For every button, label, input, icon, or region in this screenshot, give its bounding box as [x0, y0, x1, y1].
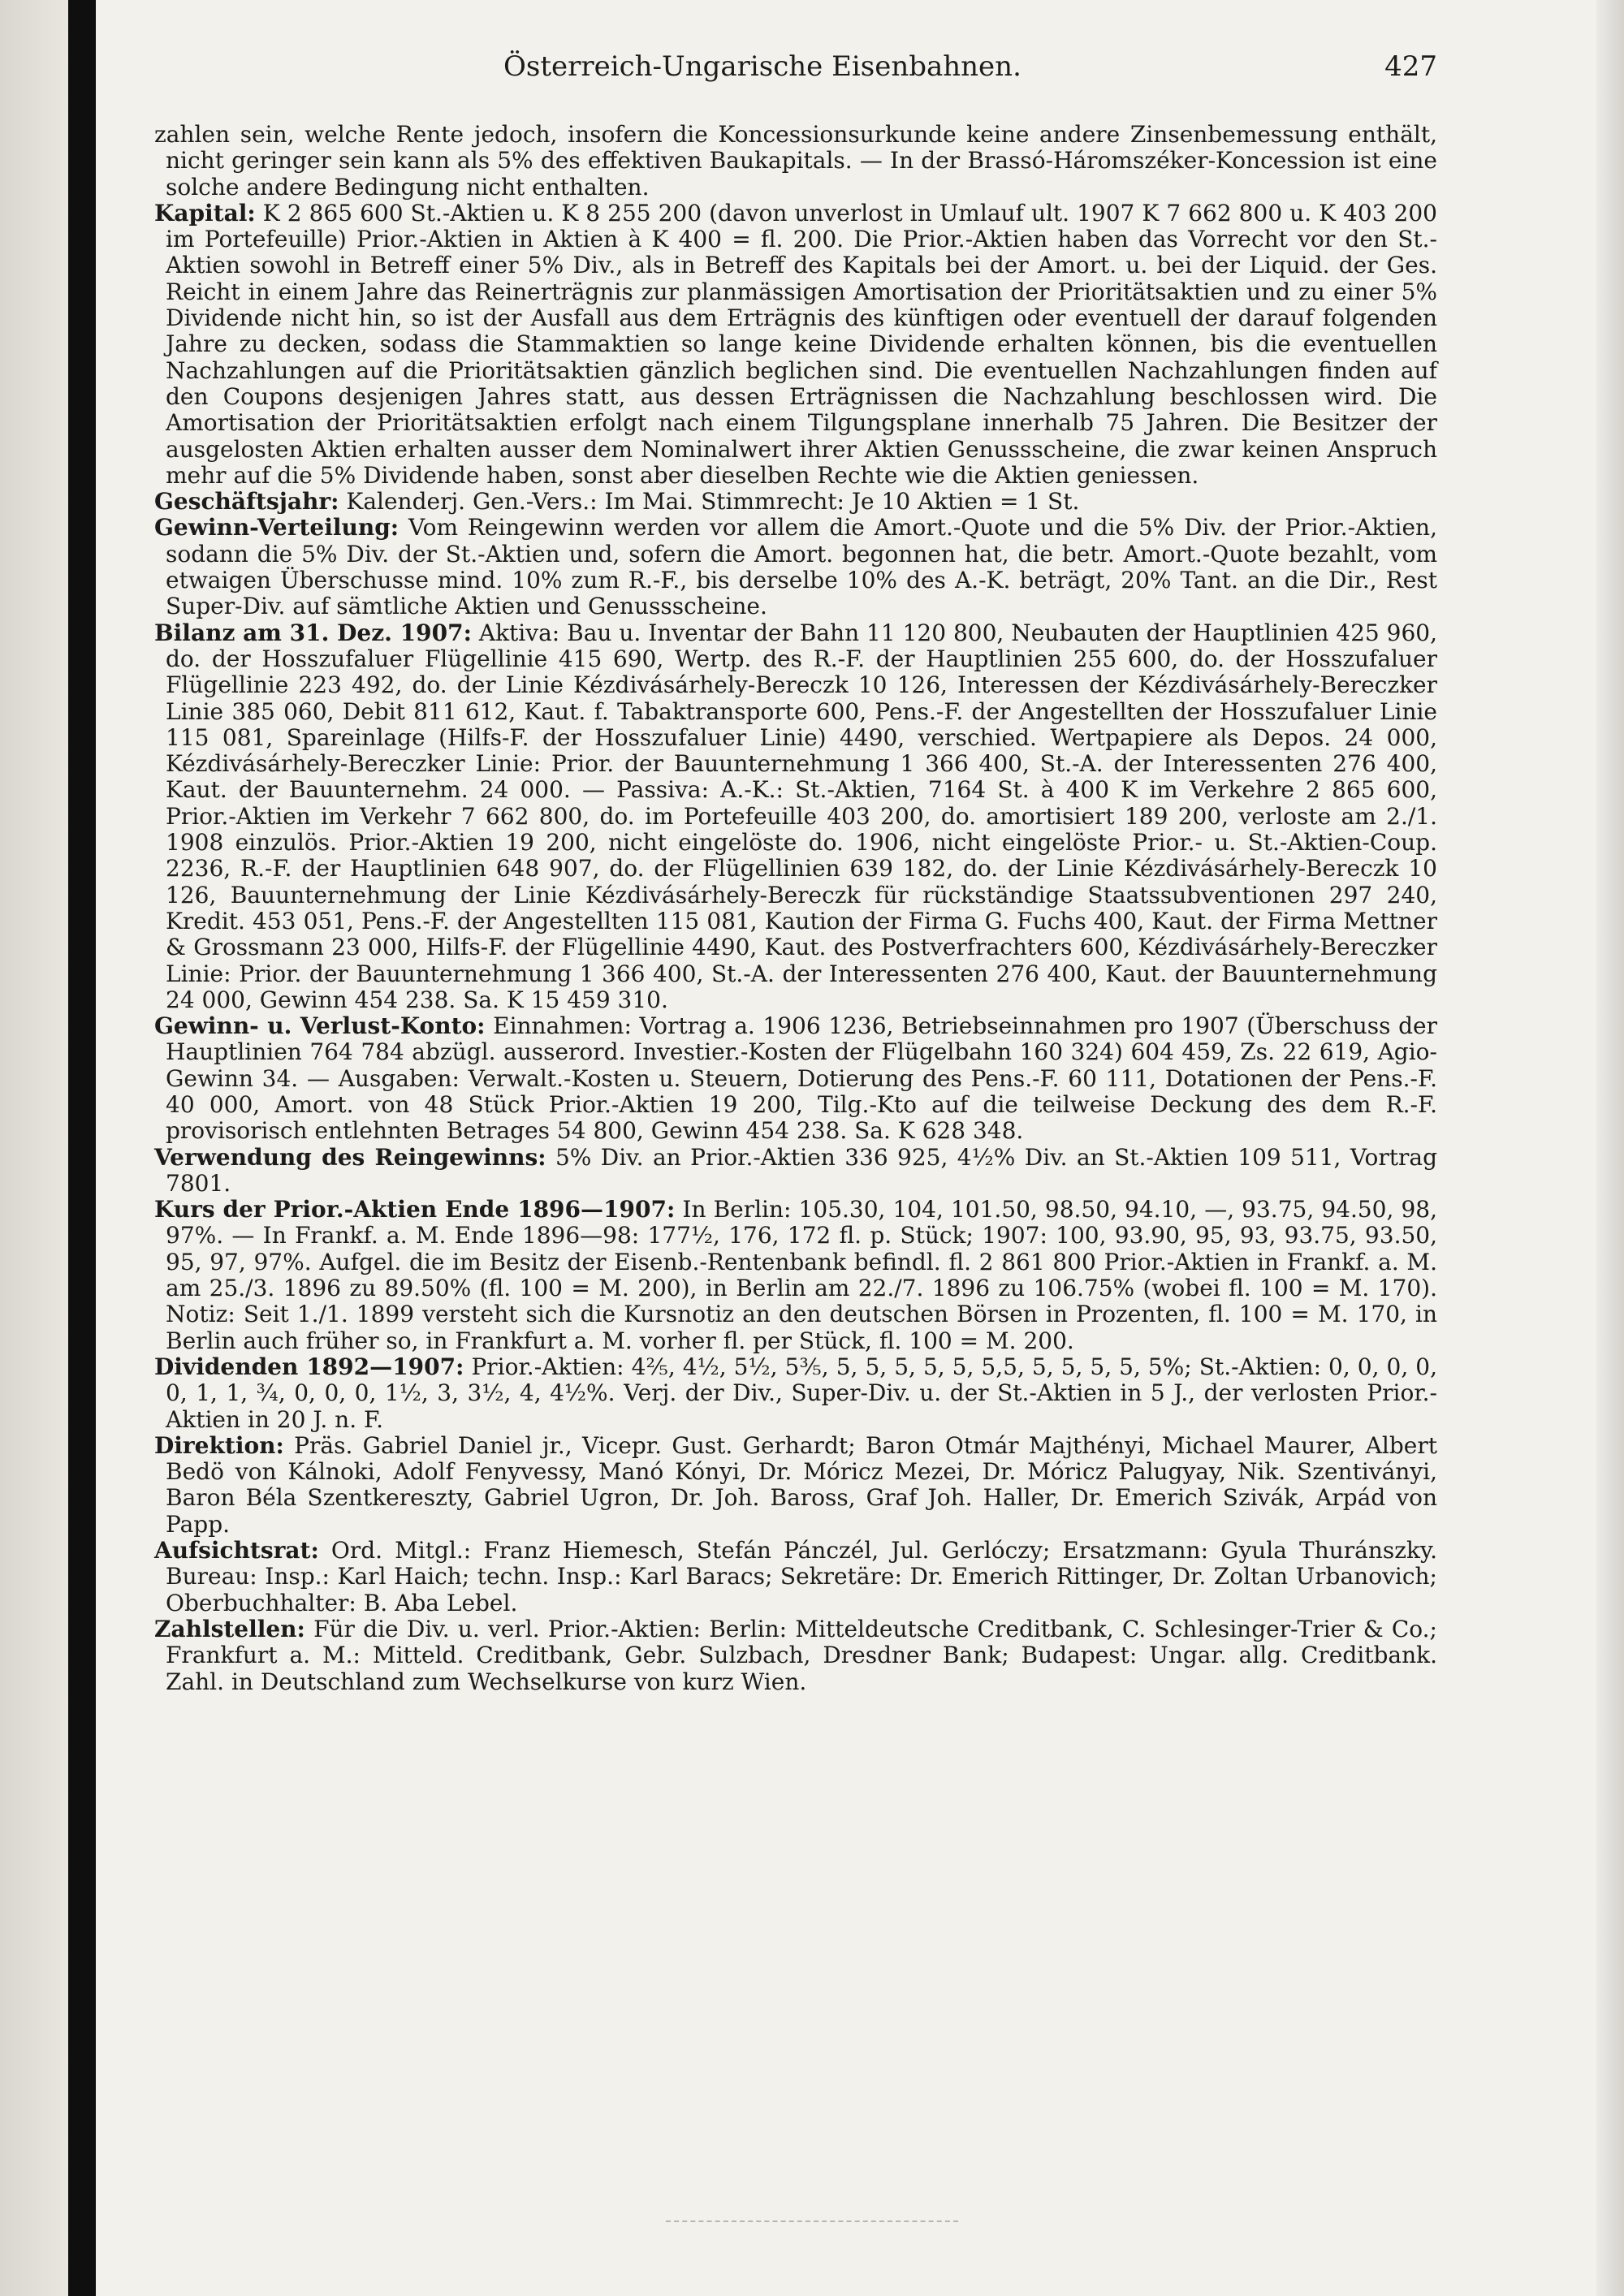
- book-spine: [68, 0, 96, 2296]
- article-body: [154, 122, 1437, 2200]
- para-gewinn-verlust-text: Einnahmen: Vortrag a. 1906 1236, Betriebseinnahmen pro 1907 (Überschuss der Hauptlinien 764 784 abzügl. ausserord. Investier.-Kosten der Flügelbahn 160 324) 604 459, Zs. 22 619, Agio-Gewinn 34. — Ausgaben: Verwalt.-Kosten u. Steuern, Dotierung des Pens.-F. 60 111, Dotationen der Pens.-F. 40 000, Amort. von 48 Stück Prior.-Aktien 19 200, Tilg.-Kto auf die teilweise Deckung des dem R.-F. provisorisch entlehnten Betrages 54 800, Gewinn 454 238. Sa. K 628 348.: [166, 1012, 1438, 1145]
- para-geschaeftsjahr-text: Kalenderj. Gen.-Vers.: Im Mai. Stimmrecht: Je 10 Aktien = 1 St.: [346, 488, 1080, 516]
- para-aufsichtsrat: [154, 1538, 1437, 1616]
- para-verwendung-text: 5% Div. an Prior.-Aktien 336 925, 4½% Div. an St.-Aktien 109 511, Vortrag 7801.: [166, 1143, 1437, 1197]
- para-kapital: [154, 201, 1437, 489]
- para-aufsichtsrat-label: Aufsichtsrat:: [154, 1537, 319, 1564]
- para-intro-text: zahlen sein, welche Rente jedoch, insofern die Koncessionsurkunde keine andere Zinsenbemessung enthält, nicht geringer sein kann als 5% des effektiven Baukapitals. — In der Brassó-Háromszéker-Koncession ist eine solche andere Bedingung nicht enthalten.: [154, 121, 1437, 201]
- para-kurs-text: In Berlin: 105.30, 104, 101.50, 98.50, 94.10, —, 93.75, 94.50, 98, 97%. — In Frankf. a. M. Ende 1896—98: 177½, 176, 172 fl. p. Stück; 1907: 100, 93.90, 95, 93, 93.75, 93.50, 95, 97, 97%. Aufgel. die im Besitz der Eisenb.-Rentenbank befindl. fl. 2 861 800 Prior.-Aktien in Frankf. a. M. am 25./3. 1896 zu 89.50% (fl. 100 = M. 200), in Berlin am 22./7. 1896 zu 106.75% (wobei fl. 100 = M. 170). Notiz: Seit 1./1. 1899 versteht sich die Kursnotiz an den deutschen Börsen in Prozenten, fl. 100 = M. 170, in Berlin auch früher so, in Frankfurt a. M. vorher fl. per Stück, fl. 100 = M. 200.: [166, 1196, 1437, 1354]
- para-gewinn-verlust-label: Gewinn- u. Verlust-Konto:: [154, 1012, 486, 1040]
- para-aufsichtsrat-text: Ord. Mitgl.: Franz Hiemesch, Stefán Pánczél, Jul. Gerlóczy; Ersatzmann: Gyula Thuránszky. Bureau: Insp.: Karl Haich; techn. Insp.: Karl Baracs; Sekretäre: Dr. Emerich Rittinger, Dr. Zoltan Urbanovich; Oberbuchhalter: B. Aba Lebel.: [166, 1537, 1437, 1616]
- para-verwendung-label: Verwendung des Reingewinns:: [154, 1143, 546, 1171]
- page-edge: [1596, 0, 1624, 2296]
- page-number: 427: [1384, 50, 1437, 83]
- para-gewinn-verteilung-label: Gewinn-Verteilung:: [154, 514, 400, 542]
- para-gewinn-verlust: [154, 1013, 1437, 1144]
- para-geschaeftsjahr: [154, 489, 1437, 515]
- para-dividenden-label: Dividenden 1892—1907:: [154, 1353, 464, 1380]
- para-direktion: [154, 1433, 1437, 1538]
- para-zahlstellen-label: Zahlstellen:: [154, 1615, 305, 1642]
- running-title: Österreich-Ungarische Eisenbahnen.: [503, 50, 1021, 83]
- para-verwendung: [154, 1145, 1437, 1198]
- para-zahlstellen: [154, 1616, 1437, 1695]
- para-dividenden-text: Prior.-Aktien: 4⅖, 4½, 5½, 5⅗, 5, 5, 5, 5, 5, 5,5, 5, 5, 5, 5, 5%; St.-Aktien: 0, 0, 0, 0, 0, 1, 1, ¾, 0, 0, 0, 1½, 3, 3½, 4, 4½%. Verj. der Div., Super-Div. u. der St.-Aktien in 5 J., der verlosten Prior.-Aktien in 20 J. n. F.: [166, 1353, 1437, 1433]
- para-direktion-text: Präs. Gabriel Daniel jr., Vicepr. Gust. Gerhardt; Baron Otmár Majthényi, Michael Maurer, Albert Bedö von Kálnoki, Adolf Fenyvessy, Manó Kónyi, Dr. Móricz Mezei, Dr. Móricz Palugyay, Nik. Szentiványi, Baron Béla Szentkereszty, Gabriel Ugron, Dr. Joh. Baross, Graf Joh. Haller, Dr. Emerich Szivák, Arpád von Papp.: [166, 1431, 1437, 1538]
- para-bilanz: [154, 620, 1437, 1013]
- para-bilanz-text: Aktiva: Bau u. Inventar der Bahn 11 120 800, Neubauten der Hauptlinien 425 960, do. der Hosszufaluer Flügellinie 415 690, Wertp. des R.-F. der Hauptlinien 255 600, do. der Hosszufaluer Flügellinie 223 492, do. der Linie Kézdivásárhely-Bereczk 10 126, Interessen der Kézdivásárhely-Bereczker Linie 385 060, Debit 811 612, Kaut. f. Tabaktransporte 600, Pens.-F. der Angestellten der Hosszufaluer Linie 115 081, Spareinlage (Hilfs-F. der Hosszufaluer Linie) 4490, verschied. Wertpapiere als Depos. 24 000, Kézdivásárhely-Bereczker Linie: Prior. der Bauunternehmung 1 366 400, St.-A. der Interessenten 276 400, Kaut. der Bauunternehm. 24 000. — Passiva: A.-K.: St.-Aktien, 7164 St. à 400 K im Verkehre 2 865 600, Prior.-Aktien im Verkehr 7 662 800, do. im Portefeuille 403 200, do. amortisiert 189 200, verloste am 2./1. 1908 einzulös. Prior.-Aktien 19 200, nicht eingelöste do. 1906, nicht eingelöste Prior.- u. St.-Aktien-Coup. 2236, R.-F. der Hauptlinien 648 907, do. der Flügellinien 639 182, do. der Linie Kézdivásárhely-Bereczk 10 126, Bauunternehmung der Linie Kézdivásárhely-Bereczk für rückständige Staatssubventionen 297 240, Kredit. 453 051, Pens.-F. der Angestellten 115 081, Kaution der Firma G. Fuchs 400, Kaut. der Firma Mettner & Grossmann 23 000, Hilfs-F. der Flügellinie 4490, Kaut. des Postverfrachters 600, Kézdivásárhely-Bereczker Linie: Prior. der Bauunternehmung 1 366 400, St.-A. der Interessenten 276 400, Kaut. der Bauunternehmung 24 000, Gewinn 454 238. Sa. K 15 459 310.: [166, 619, 1438, 1013]
- para-kurs: [154, 1197, 1437, 1354]
- page-header: [503, 50, 1437, 93]
- para-kapital-text: K 2 865 600 St.-Aktien u. K 8 255 200 (davon unverlost in Umlauf ult. 1907 K 7 662 800 u. K 403 200 im Portefeuille) Prior.-Aktien in Aktien à K 400 = fl. 200. Die Prior.-Aktien haben das Vorrecht vor den St.-Aktien sowohl in Betreff einer 5% Div., als in Betreff des Kapitals bei der Amort. u. bei der Liquid. der Ges. Reicht in einem Jahre das Reinerträgnis zur planmässigen Amortisation der Prioritätsaktien und zu einer 5% Dividende nicht hin, so ist der Ausfall aus dem Erträgnis des künftigen oder eventuell der darauf folgenden Jahre zu decken, sodass die Stammaktien so lange keine Dividende erhalten können, bis die eventuellen Nachzahlungen auf die Prioritätsaktien gänzlich beglichen sind. Die eventuellen Nachzahlungen finden auf den Coupons desjenigen Jahres statt, aus dessen Erträgnissen die Nachzahlung beschlossen wird. Die Amortisation der Prioritätsaktien erfolgt nach einem Tilgungsplane innerhalb 75 Jahren. Die Besitzer der ausgelosten Aktien erhalten ausser dem Nominalwert ihrer Aktien Genussscheine, die zwar keinen Anspruch mehr auf die 5% Dividende haben, sonst aber dieselben Rechte wie die Aktien geniessen.: [166, 199, 1438, 489]
- para-kapital-label: Kapital:: [154, 199, 256, 227]
- para-geschaeftsjahr-label: Geschäftsjahr:: [154, 488, 339, 516]
- para-bilanz-label: Bilanz am 31. Dez. 1907:: [154, 619, 472, 646]
- previous-page-margin: [0, 106, 65, 2216]
- para-zahlstellen-text: Für die Div. u. verl. Prior.-Aktien: Berlin: Mitteldeutsche Creditbank, C. Schlesinger-Trier & Co.; Frankfurt a. M.: Mitteld. Creditbank, Gebr. Sulzbach, Dresdner Bank; Budapest: Ungar. allg. Creditbank. Zahl. in Deutschland zum Wechselkurse von kurz Wien.: [166, 1615, 1437, 1695]
- footer-rule: [666, 2220, 958, 2222]
- para-intro: [154, 122, 1437, 201]
- para-gewinn-verteilung: [154, 515, 1437, 619]
- para-gewinn-verteilung-text: Vom Reingewinn werden vor allem die Amort.-Quote und die 5% Div. der Prior.-Aktien, sodann die 5% Div. der St.-Aktien und, sofern die Amort. begonnen hat, die betr. Amort.-Quote bezahlt, vom etwaigen Überschusse mind. 10% zum R.-F., bis derselbe 10% des A.-K. beträgt, 20% Tant. an die Dir., Rest Super-Div. auf sämtliche Aktien und Genussscheine.: [166, 514, 1437, 620]
- para-dividenden: [154, 1354, 1437, 1433]
- para-kurs-label: Kurs der Prior.-Aktien Ende 1896—1907:: [154, 1196, 676, 1224]
- para-direktion-label: Direktion:: [154, 1431, 284, 1459]
